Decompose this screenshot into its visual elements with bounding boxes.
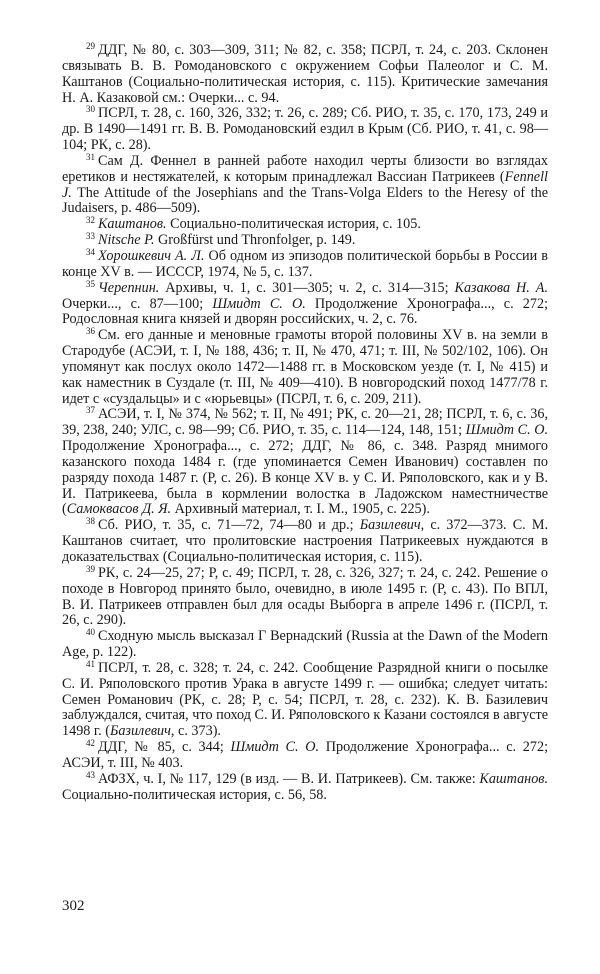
- footnote-number: 34: [86, 246, 95, 257]
- footnote-text: , с. 372—373. С. М. Каштанов считает, что пролитовские настроения Патрикеевых нуждаются в доказательствах (Социально-политическая история, с. 115).: [62, 517, 549, 565]
- footnote-text: Сам Д. Феннел в ранней работе находил черты близости во взглядах еретиков и нестяжателей, к которым принадлежал Вассиан Патрикеев (: [62, 152, 548, 185]
- footnote-37: [62, 407, 548, 518]
- footnote-text: The Attitude of the Josephians and the Trans-Volga Elders to the Heresy of the Judaisers, p. 486—509).: [62, 184, 548, 217]
- author-name: Базилевич: [109, 723, 171, 740]
- author-name: Шмидт С. О.: [212, 295, 306, 312]
- footnote-number: 39: [86, 563, 95, 574]
- footnote-30: [62, 106, 548, 154]
- footnote-31: [62, 151, 548, 217]
- author-name: Шмидт С. О.: [230, 739, 320, 756]
- footnote-text: Архивный материал, т. I. М., 1905, с. 225).: [171, 501, 430, 518]
- footnote-43: [62, 769, 548, 804]
- footnote-number: 31: [86, 151, 95, 162]
- footnote-number: 33: [86, 231, 95, 242]
- footnote-text: АСЭИ, т. I, № 374, № 562; т. II, № 491; РК, с. 20—21, 28; ПСРЛ, т. 6, с. 36, 39, 238, 240; УЛС, с. 98—99; Сб. РИО, т. 35, с. 114—124, 148, 151;: [62, 406, 548, 439]
- footnote-33: [62, 233, 548, 249]
- footnote-number: 40: [86, 627, 95, 638]
- author-name: Хорошкевич А. Л.: [98, 247, 205, 264]
- footnote-number: 30: [86, 104, 95, 115]
- footnote-41: [62, 658, 548, 740]
- footnote-text: , с. 373).: [170, 723, 221, 740]
- footnote-42: [62, 740, 548, 772]
- footnote-number: 38: [86, 516, 95, 527]
- footnote-29: [62, 43, 548, 106]
- footnote-text: Социально-политическая история, с. 105.: [166, 216, 421, 233]
- page-number: 302: [62, 898, 85, 914]
- author-name: Черепнин.: [98, 279, 160, 296]
- footnote-number: 41: [86, 658, 95, 669]
- footnote-text: РК, с. 24—25, 27; Р, с. 49; ПСРЛ, т. 28, с. 326, 327; т. 24, с. 242. Решение о походе в Новгород принято было, очевидно, в июле 1495 г. (Р, с. 43). По ВПЛ, В. И. Патрикеев отправлен был для осады Выборга в апреле 1496 г. (ПСРЛ, т. 26, с. 290).: [62, 564, 548, 629]
- footnote-number: 36: [86, 326, 95, 337]
- footnote-text: ДДГ, № 80, с. 303—309, 311; № 82, с. 358; ПСРЛ, т. 24, с. 203. Склонен связывать В. В. Ромодановского с окружением Софьи Палеолог и С. М. Каштанов (Социально-политическая история, с. 115). Критические замечания Н. А. Казаковой см.: Очерки... с. 94.: [62, 42, 548, 106]
- footnote-text: Großfürst und Thronfolger, p. 149.: [154, 232, 356, 249]
- footnote-40: [62, 629, 548, 661]
- footnote-number: 29: [86, 41, 95, 51]
- footnote-text: Социально-политическая история, с. 56, 58.: [62, 786, 327, 803]
- footnote-text: АФЗХ, ч. I, № 117, 129 (в изд. — В. И. Патрикеев). См. также:: [98, 770, 480, 787]
- footnote-34: [62, 246, 548, 281]
- footnote-number: 42: [86, 738, 95, 749]
- footnote-number: 35: [86, 278, 95, 289]
- footnote-text: Архивы, ч. 1, с. 301—305; ч. 2, с. 314—315;: [159, 279, 455, 296]
- footnote-number: 37: [86, 405, 95, 416]
- author-name: Шмидт С. О.: [465, 422, 548, 439]
- footnote-text: ПСРЛ, т. 28, с. 160, 326, 332; т. 26, с. 289; Сб. РИО, т. 35, с. 170, 173, 249 и др. В 1490—1491 гг. В. В. Ромодановский ездил в Крым (Сб. РИО, т. 41, с. 98—104; РК, с. 28).: [62, 105, 548, 154]
- footnote-text: Продолжение Хронографа..., с. 272; Родословная книга князей и дворян российских, ч. 2, с. 76.: [62, 295, 549, 328]
- footnote-39: [62, 563, 548, 629]
- author-name: Самоквасов Д. Я.: [66, 501, 172, 518]
- footnote-text: Продолжение Хронографа... с. 272; АСЭИ, т. III, № 403.: [62, 739, 549, 771]
- footnote-number: 43: [86, 769, 95, 780]
- footnote-38: [62, 518, 548, 566]
- author-name: Базилевич: [359, 517, 421, 534]
- footnote-text: ДДГ, № 85, с. 344;: [98, 739, 231, 756]
- footnote-32: [62, 217, 548, 233]
- footnotes-block: [62, 43, 548, 804]
- footnote-text: ПСРЛ, т. 28, с. 328; т. 24, с. 242. Сообщение Разрядной книги о посылке С. И. Ряполовского против Урака в августе 1499 г. — ошибка; следует читать: Семен Романович (РК, с. 28; Р, с. 54; ПСРЛ, т. 28, с. 232). К. В. Базилевич заблуждался, считая, что поход С. И. Ряполовского к Казани состоялся в августе 1498 г. (: [62, 659, 548, 740]
- footnote-35: [62, 278, 549, 329]
- footnote-36: [62, 328, 548, 407]
- footnote-number: 32: [86, 215, 95, 226]
- author-name: Каштанов.: [479, 770, 548, 787]
- footnote-text: Об одном из эпизодов политической борьбы в России в конце XV в. — ИСССР, 1974, № 5, с. 137.: [62, 247, 548, 280]
- footnote-text: См. его данные и меновные грамоты второй половины XV в. на земли в Стародубе (АСЭИ, т. I, № 188, 436; т. II, № 470, 471; т. III, № 502/102, 106). Он упомянут как послух около 1472—1488 гг. в Московском уезде (т. I, № 415) и как наместник в Суздале (т. III, № 409—410). В новгородский поход 1477/78 г. идет с «суздальцы» и с «юрьевцы» (ПСРЛ, т. 6, с. 209, 211).: [62, 327, 548, 407]
- footnote-text: Продолжение Хронографа..., с. 272; ДДГ, № 86, с. 348. Разряд мнимого казанского похода 1484 г. (где упоминается Семен Иванович) составлен по разряду похода 1487 г. (Р, с. 26). В конце XV в. у С. И. Ряполовского, как и у В. И. Патрикеева, была в кормлении волостка в Ладожском наместничестве (: [62, 438, 548, 518]
- author-name: Nitsche P.: [98, 232, 155, 249]
- author-name: Каштанов.: [98, 216, 167, 233]
- footnote-text: Сходную мысль высказал Г Вернадский (Russia at the Dawn of the Modern Age, p. 122).: [62, 628, 548, 661]
- footnote-text: Сб. РИО, т. 35, с. 71—72, 74—80 и др.;: [98, 517, 360, 534]
- author-name: Fennell J.: [62, 168, 548, 201]
- footnote-text: Очерки..., с. 87—100;: [62, 295, 213, 312]
- author-name: Казакова Н. А.: [454, 279, 548, 296]
